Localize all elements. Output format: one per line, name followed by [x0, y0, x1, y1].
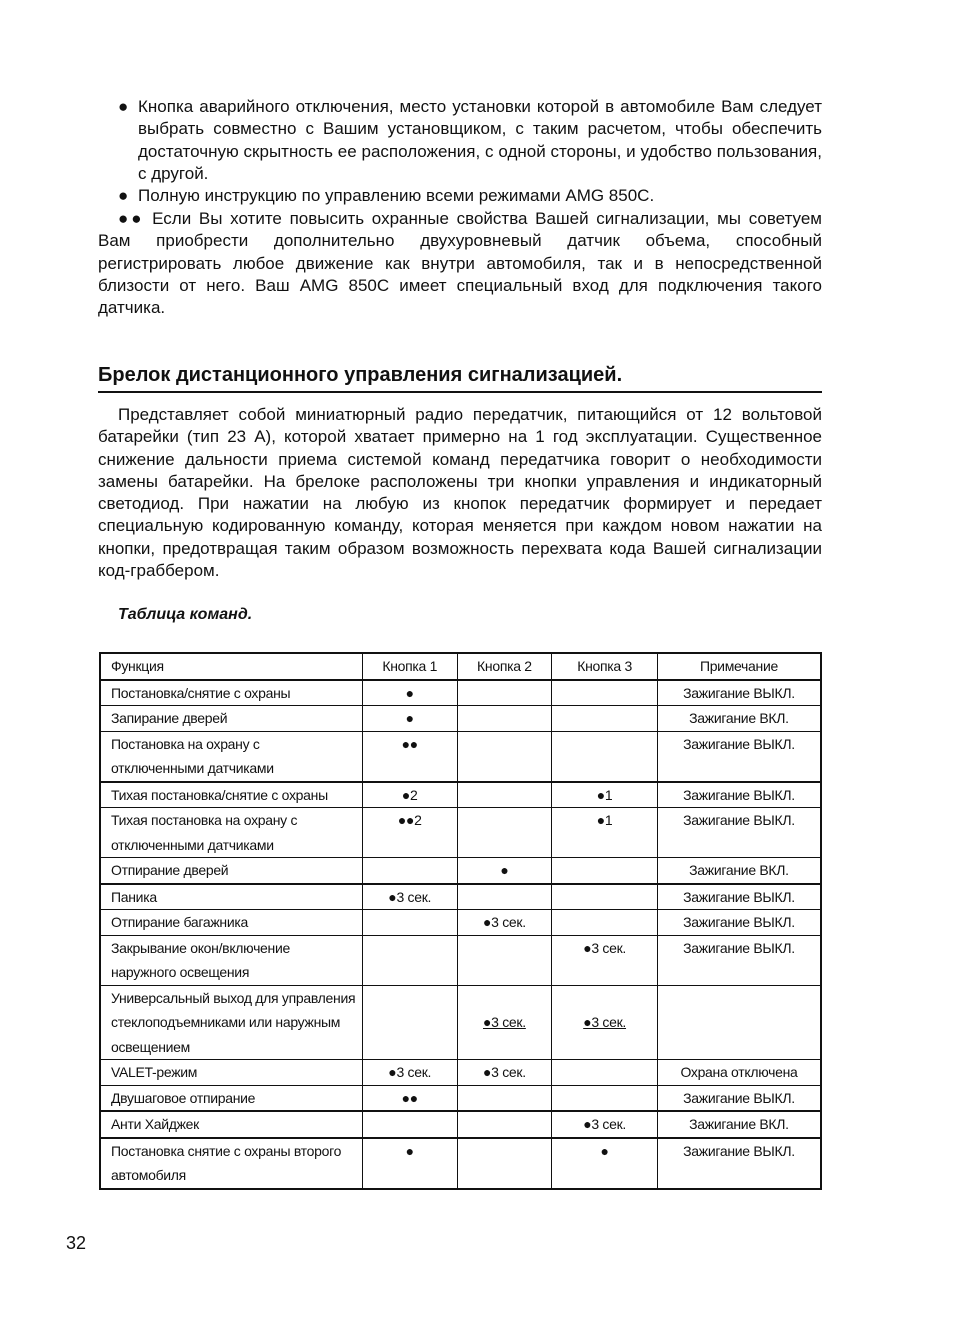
table-row: [100, 680, 821, 706]
section-heading: Брелок дистанционного управления сигнализацией.: [98, 364, 822, 393]
bullet-text: Полную инструкцию по управлению всеми режимами AMG 850С.: [138, 186, 655, 205]
cell-button-2: ●3 сек.: [457, 910, 552, 936]
cell-button-1: ●3 сек.: [362, 1060, 457, 1086]
header-note: Примечание: [657, 653, 821, 680]
cell-function: Запирание дверей: [100, 706, 362, 732]
cell-function: Отпирание дверей: [100, 858, 362, 884]
cell-button-3: [552, 858, 658, 884]
cell-button-2: [457, 731, 552, 782]
cell-function: Постановка на охрану с отключенными датчиками: [100, 731, 362, 782]
cell-note: Зажигание ВЫКЛ.: [657, 910, 821, 936]
cell-button-3: ●3 сек.: [552, 985, 658, 1060]
section-paragraph: Представляет собой миниатюрный радио передатчик, питающийся от 12 вольтовой батарейки (тип 23 А), которой хватает примерно на 1 год эксплуатации. Существенное снижение дальности приема системой команд передатчика говорит о необходимости замены батарейки. На брелоке расположены три кнопки управления и индикаторный светодиод. При нажатии на любую из кнопок передатчик формирует и передает специальную кодированную команду, которая меняется при каждом новом нажатии на кнопки, предотвращая таким образом возможность перехвата кода Вашей сигнализации код-граббером.: [98, 405, 822, 581]
table-row: [100, 782, 821, 808]
cell-button-3: ●: [552, 1138, 658, 1189]
cell-button-2: [457, 680, 552, 706]
cell-button-2: [457, 1138, 552, 1189]
cell-button-1: ●: [362, 1138, 457, 1189]
cell-button-3: [552, 1085, 658, 1111]
cell-function: Двушаговое отпирание: [100, 1085, 362, 1111]
bullet-text: Кнопка аварийного отключения, место установки которой в автомобиле Вам следует выбрать совместно с Вашим установщиком, с таким расчетом, чтобы обеспечить достаточную скрытность ее расположения, с одной стороны, и удобство пользования, с другой.: [138, 97, 822, 183]
bullet-marker: ●: [118, 97, 129, 116]
commands-table: [99, 652, 822, 1190]
table-row: [100, 884, 821, 910]
table-row: [100, 1060, 821, 1086]
table-row: [100, 1111, 821, 1138]
cell-note: [657, 985, 821, 1060]
cell-function: Паника: [100, 884, 362, 910]
cell-button-1: ●2: [362, 782, 457, 808]
cell-button-1: ●●: [362, 731, 457, 782]
cell-function: VALET-режим: [100, 1060, 362, 1086]
cell-button-3: [552, 884, 658, 910]
cell-note: Охрана отключена: [657, 1060, 821, 1086]
cell-note: Зажигание ВКЛ.: [657, 706, 821, 732]
cell-button-2: [457, 1111, 552, 1138]
cell-function: Отпирание багажника: [100, 910, 362, 936]
table-row: [100, 935, 821, 985]
cell-button-3: [552, 680, 658, 706]
bullet-item: [118, 185, 822, 207]
cell-button-2: [457, 935, 552, 985]
table-header-row: [100, 653, 821, 680]
cell-note: Зажигание ВЫКЛ.: [657, 782, 821, 808]
cell-button-2: [457, 706, 552, 732]
cell-note: Зажигание ВЫКЛ.: [657, 731, 821, 782]
cell-note: Зажигание ВЫКЛ.: [657, 680, 821, 706]
cell-button-2: [457, 1085, 552, 1111]
cell-button-1: ●: [362, 680, 457, 706]
cell-button-3: [552, 1060, 658, 1086]
header-button-3: Кнопка 3: [552, 653, 658, 680]
cell-note: Зажигание ВЫКЛ.: [657, 1085, 821, 1111]
cell-button-1: ●: [362, 706, 457, 732]
table-row: [100, 858, 821, 884]
cell-button-1: [362, 985, 457, 1060]
cell-button-3: [552, 731, 658, 782]
cell-button-2: [457, 808, 552, 858]
table-row: [100, 808, 821, 858]
cell-button-3: [552, 706, 658, 732]
cell-button-3: ●1: [552, 808, 658, 858]
cell-button-2: ●3 сек.: [457, 985, 552, 1060]
cell-button-3: [552, 910, 658, 936]
cell-function: Постановка снятие с охраны второго автомобиля: [100, 1138, 362, 1189]
cell-button-3: ●3 сек.: [552, 935, 658, 985]
cell-button-1: [362, 935, 457, 985]
bullet-item: [118, 96, 822, 185]
cell-button-2: [457, 782, 552, 808]
cell-function: Универсальный выход для управления стеклоподъемниками или наружным освещением: [100, 985, 362, 1060]
cell-button-3: ●1: [552, 782, 658, 808]
cell-note: Зажигание ВЫКЛ.: [657, 884, 821, 910]
cell-function: Анти Хайджек: [100, 1111, 362, 1138]
bullet-marker: ●: [118, 186, 129, 205]
cell-button-1: [362, 858, 457, 884]
cell-function: Тихая постановка/снятие с охраны: [100, 782, 362, 808]
cell-button-1: [362, 1111, 457, 1138]
cell-note: Зажигание ВКЛ.: [657, 1111, 821, 1138]
cell-button-1: [362, 910, 457, 936]
table-row: [100, 985, 821, 1060]
note-paragraph: ●● Если Вы хотите повысить охранные свойства Вашей сигнализации, мы советуем Вам приобрести дополнительно двухуровневый датчик объема, способный регистрировать любое движение как внутри автомобиля, так и в непосредственной близости от него. Ваш AMG 850C имеет специальный вход для подключения такого датчика.: [98, 209, 822, 318]
table-caption: Таблица команд.: [118, 606, 253, 623]
table-row: [100, 1138, 821, 1189]
cell-button-1: ●3 сек.: [362, 884, 457, 910]
cell-button-2: ●3 сек.: [457, 1060, 552, 1086]
cell-button-2: [457, 884, 552, 910]
cell-function: Тихая постановка на охрану с отключенными датчиками: [100, 808, 362, 858]
cell-function: Закрывание окон/включение наружного освещения: [100, 935, 362, 985]
cell-button-2: ●: [457, 858, 552, 884]
page-number: 32: [66, 1233, 87, 1253]
table-row: [100, 731, 821, 782]
cell-note: Зажигание ВЫКЛ.: [657, 808, 821, 858]
header-button-2: Кнопка 2: [457, 653, 552, 680]
cell-button-3: ●3 сек.: [552, 1111, 658, 1138]
cell-note: Зажигание ВЫКЛ.: [657, 1138, 821, 1189]
table-row: [100, 706, 821, 732]
cell-button-1: ●●2: [362, 808, 457, 858]
cell-note: Зажигание ВКЛ.: [657, 858, 821, 884]
cell-button-1: ●●: [362, 1085, 457, 1111]
header-function: Функция: [100, 653, 362, 680]
table-row: [100, 910, 821, 936]
cell-note: Зажигание ВЫКЛ.: [657, 935, 821, 985]
header-button-1: Кнопка 1: [362, 653, 457, 680]
cell-function: Постановка/снятие с охраны: [100, 680, 362, 706]
table-row: [100, 1085, 821, 1111]
